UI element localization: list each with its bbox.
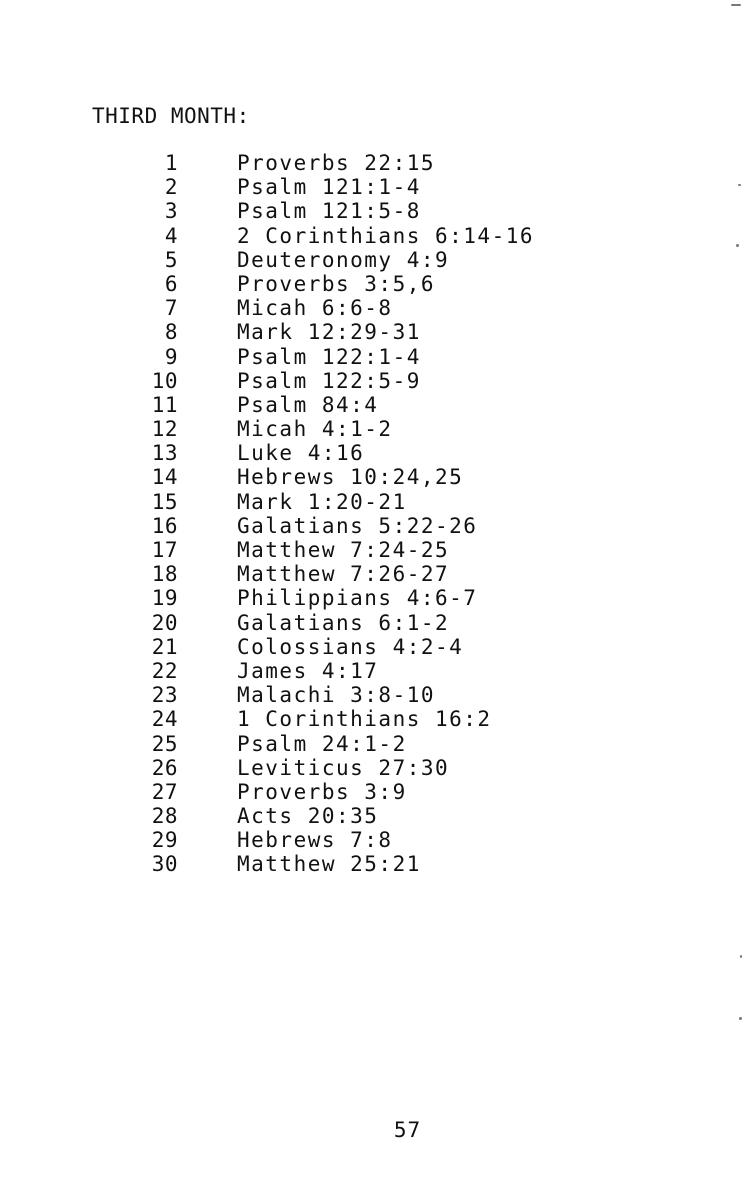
reading-row [140, 852, 534, 876]
reading-row [140, 369, 534, 393]
reading-row [140, 296, 534, 320]
scripture-reference: Proverbs 3:9 [237, 779, 407, 804]
scan-speck [736, 244, 739, 247]
reading-row [140, 345, 534, 369]
reading-row [140, 732, 534, 756]
reading-row [140, 175, 534, 199]
reading-row [140, 804, 534, 828]
scripture-reference: Proverbs 22:15 [237, 151, 436, 175]
day-number: 17 [151, 538, 178, 562]
day-number: 10 [151, 368, 178, 393]
reading-row [140, 659, 534, 683]
scripture-reference: Philippians 4:6-7 [237, 586, 478, 611]
scripture-reference: Matthew 7:26-27 [237, 562, 450, 587]
day-number: 9 [164, 344, 178, 369]
reading-row [140, 538, 534, 562]
day-number: 20 [151, 610, 178, 635]
scripture-reference: Psalm 24:1-2 [237, 731, 407, 756]
scripture-reference: Galatians 6:1-2 [237, 610, 450, 635]
reading-row [140, 514, 534, 538]
day-number: 15 [151, 489, 178, 514]
scripture-reference: Mark 1:20-21 [237, 489, 407, 514]
scripture-reference: Acts 20:35 [237, 804, 379, 829]
scripture-reference: Psalm 121:5-8 [237, 199, 421, 224]
scripture-reference: Galatians 5:22-26 [237, 513, 478, 538]
day-number: 22 [151, 658, 178, 683]
reading-row [140, 683, 534, 707]
scripture-reference: Hebrews 7:8 [237, 828, 393, 853]
day-number: 19 [151, 586, 178, 611]
day-number: 7 [164, 296, 178, 321]
day-number: 27 [151, 779, 178, 804]
day-number: 14 [151, 465, 178, 490]
scripture-reference: Hebrews 10:24,25 [237, 465, 464, 490]
scan-speck [738, 184, 741, 186]
reading-row [140, 780, 534, 804]
scan-speck [740, 955, 742, 958]
day-number: 21 [151, 634, 178, 659]
scripture-reference: Matthew 7:24-25 [237, 538, 450, 562]
scripture-reference: Micah 6:6-8 [237, 296, 393, 321]
reading-row [140, 199, 534, 223]
reading-row [140, 586, 534, 610]
reading-row [140, 320, 534, 344]
scripture-reference: James 4:17 [237, 658, 379, 683]
reading-row [140, 562, 534, 586]
scripture-reference: Colossians 4:2-4 [237, 634, 464, 659]
day-number: 5 [164, 247, 178, 272]
day-number: 28 [151, 804, 178, 829]
day-number: 11 [151, 392, 178, 417]
reading-row [140, 248, 534, 272]
day-number: 2 [164, 175, 178, 200]
page-number: 57 [393, 1118, 422, 1142]
scripture-reference: Psalm 84:4 [237, 392, 379, 417]
reading-row [140, 635, 534, 659]
day-number: 18 [151, 562, 178, 587]
day-number: 13 [151, 441, 178, 466]
scan-speck [731, 4, 741, 6]
reading-row [140, 756, 534, 780]
reading-row [140, 393, 534, 417]
reading-row [140, 465, 534, 489]
reading-list [140, 151, 534, 877]
scripture-reference: Malachi 3:8-10 [237, 683, 436, 708]
day-number: 4 [164, 223, 178, 248]
day-number: 12 [151, 417, 178, 442]
scripture-reference: Micah 4:1-2 [237, 417, 393, 442]
day-number: 26 [151, 755, 178, 780]
scripture-reference: 1 Corinthians 16:2 [237, 707, 492, 732]
day-number: 16 [151, 513, 178, 538]
day-number: 1 [164, 151, 178, 175]
reading-row [140, 828, 534, 852]
page-heading: THIRD MONTH: [92, 104, 250, 128]
scripture-reference: Leviticus 27:30 [237, 755, 450, 780]
reading-row [140, 490, 534, 514]
reading-row [140, 224, 534, 248]
reading-row [140, 441, 534, 465]
scan-speck [739, 1017, 742, 1020]
day-number: 30 [151, 852, 178, 877]
scripture-reference: 2 Corinthians 6:14-16 [237, 223, 535, 248]
reading-row [140, 707, 534, 731]
scripture-reference: Psalm 122:1-4 [237, 344, 421, 369]
day-number: 25 [151, 731, 178, 756]
scripture-reference: Psalm 121:1-4 [237, 175, 421, 200]
scripture-reference: Deuteronomy 4:9 [237, 247, 450, 272]
day-number: 23 [151, 683, 178, 708]
reading-row [140, 151, 534, 175]
day-number: 8 [164, 320, 178, 345]
scripture-reference: Psalm 122:5-9 [237, 368, 421, 393]
reading-row [140, 272, 534, 296]
reading-row [140, 417, 534, 441]
scripture-reference: Matthew 25:21 [237, 852, 421, 877]
scripture-reference: Mark 12:29-31 [237, 320, 421, 345]
scripture-reference: Proverbs 3:5,6 [237, 271, 436, 296]
day-number: 24 [151, 707, 178, 732]
day-number: 29 [151, 828, 178, 853]
day-number: 3 [164, 199, 178, 224]
day-number: 6 [164, 271, 178, 296]
scripture-reference: Luke 4:16 [237, 441, 365, 466]
reading-row [140, 611, 534, 635]
